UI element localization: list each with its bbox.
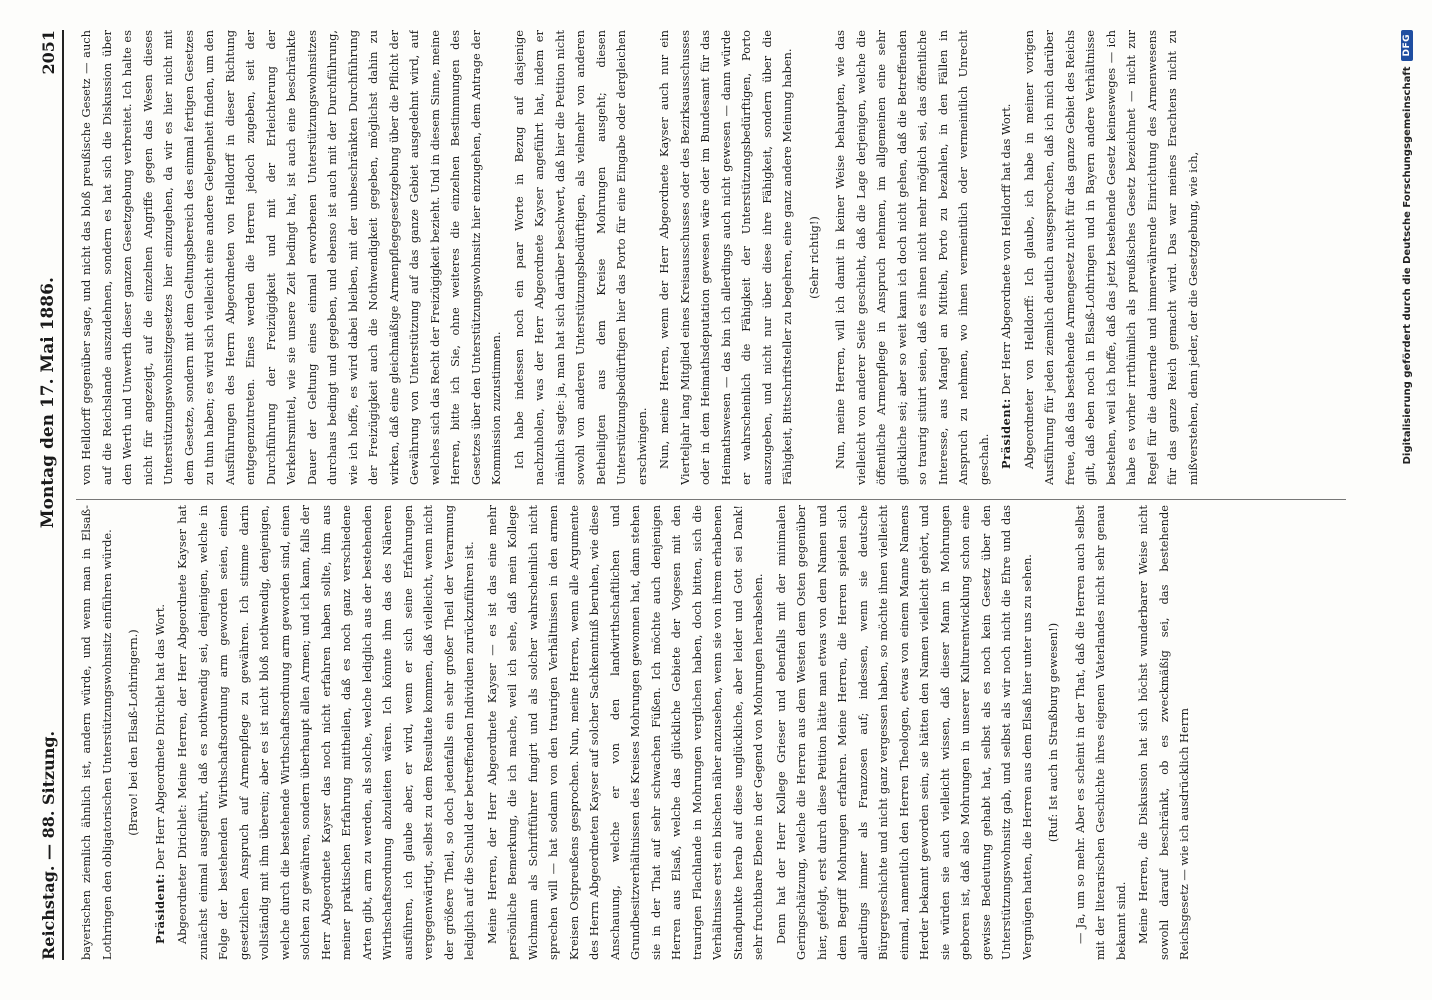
speaker-name: Präsident: bbox=[152, 873, 167, 944]
interjection: (Sehr richtig!) bbox=[806, 216, 821, 299]
header-session: Reichstag. — 88. Sitzung. bbox=[39, 730, 58, 960]
body-paragraph: bayerischen ziemlich ähnlich ist, andern würde, und wenn man in Elsaß-Lothringen den obligatorischen Unterstützungswohnsitz einführen würde. bbox=[79, 505, 114, 960]
body-paragraph: Denn hat der Herr Kollege Grieser und ebenfalls mit der minimalen Geringschätzung, welche die Herren aus dem Westen dem Osten gegenüber hier, gefolgt, erst durch diese Petition hätte man etwas von dem Namen und dem Begriff Mohrungen erfahren. Meine Herren, die Herren spielen sich allerdings immer als Franzosen auf; indessen, wenn sie deutsche Bürgergeschichte und nicht ganz vergessen haben, so möchte ihnen vielleicht einmal, namentlich den Herren Theologen, etwas von einem Manne Namens Herder bekannt geworden sein, sie hätten den Namen vielleicht gehört, und sie würden sie auch vielleicht wissen, daß dieser Mann in Mohrungen geboren ist, daß also Mohrungen in unserer Kulturentwicklung schon eine gewisse Bedeutung gehabt hat, selbst als es noch kein Gesetz über den Unterstützungswohnsitz gab, und selbst als wir noch nicht die Ehre und das Vergnügen hatten, die Herren aus dem Elsaß hier unter uns zu sehen. bbox=[773, 505, 1034, 960]
speaker-paragraph bbox=[150, 505, 171, 960]
credit-text: Digitalisierung gefördert durch die Deutsche Forschungsgemeinschaft bbox=[1401, 66, 1413, 465]
dfg-logo: DFG bbox=[1401, 30, 1413, 61]
left-column bbox=[76, 505, 1346, 960]
body-paragraph: Meine Herren, die Diskussion hat sich höchst wunderbarer Weise nicht sowohl darauf beschränkt, ob es zweckmäßig sei, das bestehende Reichsgesetz — wie ich ausdrücklich Herrn bbox=[1136, 505, 1191, 960]
column-divider bbox=[76, 499, 1346, 500]
header-date: Montag den 17. Mai 1886. bbox=[38, 277, 58, 529]
speaker-paragraph bbox=[996, 30, 1017, 485]
body-paragraph: Abgeordneter von Helldorff: Ich glaube, ich habe in meiner vorigen Ausführung für jeden ziemlich deutlich ausgesprochen, daß ich mich darüber freue, daß das bestehende Armengesetz nicht für das ganze Gebiet des Reichs gilt, daß eben noch in Elsaß-Lothringen und in Bayern andere Verhältnisse bestehen, weil ich hoffe, daß das jetzt bestehende Gesetz keinesweges — ich habe es vorher irrthümlich als preußisches Gesetz bezeichnet — nicht zur Regel für die dauernde und immerwährende Einrichtung des Armenwesens für das ganze Reich gemacht wird. Das war meines Erachtens nicht zu mißverstehen, denn jeder, der die Gesetzgebung, wie ich, bbox=[1021, 30, 1200, 485]
body-paragraph: Nun, meine Herren, wenn der Herr Abgeordnete Kayser auch nur ein Vierteljahr lang Mitglied eines Kreisausschusses oder des Bezirksausschusses oder in dem Heimathsdeputation gewesen wäre oder im Bundesamt für das Heimathswesen — das bin ich allerdings auch nicht gewesen — dann würde er wahrscheinlich die Fähigkeit der Unterstützungsbedürftigen, Porto auszugeben, und nicht nur über diese ihre Fähigkeit, sondern über die Fähigkeit, Bittschriftsteller zu begehren, eine ganz andere Meinung haben. bbox=[657, 30, 794, 485]
page-number: 2051 bbox=[39, 30, 58, 75]
body-paragraph: Abgeordneter Dirichlet: Meine Herren, der Herr Abgeordnete Kayser hat zunächst einmal ausgeführt, daß es nothwendig sei, denjenigen, welche in Folge der bestehenden Wirthschaftsordnung arm geworden seien, einen gesetzlichen Anspruch auf Armenpflege zu gewähren. Ich stimme darin vollständig mit ihm überein; aber es ist nicht bloß nothwendig, denjenigen, welche durch die bestehende Wirthschaftsordnung arm geworden sind, einen solchen zu gewähren, sondern überhaupt allen Armen; und ich kann, falls der Herr Abgeordnete Kayser das noch nicht erfahren haben sollte, ihm aus meiner praktischen Erfahrung mittheilen, daß es noch ganz verschiedene Arten gibt, arm zu werden, als solche, welche lediglich aus der bestehenden Wirthschaftsordnung abzuleiten wären. Ich könnte ihm das des Näheren ausführen, ich glaube aber, er wird, wenn er sich seine Erfahrungen vergegenwärtigt, selbst zu dem Resultate kommen, daß vielleicht, wenn nicht der größere Theil, so doch jedenfalls ein sehr großer Theil der Verarmung lediglich auf die Schuld der betreffenden Individuen zurückzuführen ist. bbox=[175, 505, 476, 960]
speech-text: Der Herr Abgeordnete von Helldorff hat das Wort. bbox=[999, 103, 1013, 399]
body-paragraph: von Helldorff gegenüber sage, und nicht das bloß preußische Gesetz — auch auf die Reichslande auszudehnen, sondern es hat sich die Diskussion über den Werth und Unwerth dieser ganzen Gesetzgebung verbreitet. Ich halte es nicht für angezeigt, auf die einzelnen Angriffe gegen das Wesen dieses Unterstützungswohnsitzgesetzes hier einzugehen, da wir es hier nicht mit dem Gesetze, sondern mit dem Geltungsbereich des einmal fertigen Gesetzes zu thun haben; es wird sich vielleicht eine andere Gelegenheit finden, um den Ausführungen des Herrn Abgeordneten von Helldorff in dieser Richtung entgegenzutreten. Eines werden die Herren jedoch zugeben, seit der Durchführung der Freizügigkeit und mit der Erleichterung der Verkehrsmittel, wie sie unsere Zeit bedingt hat, ist auch eine beschränkte Dauer der Geltung eines einmal erworbenen Unterstützungswohnsitzes durchaus bedingt und gegeben, und ebenso ist auch mit der Durchführung, wie ich hoffe, es wird dabei bleiben, mit der unbeschränkten Durchführung der Freizügigkeit auch die Nothwendigkeit gegeben, möglichst dahin zu wirken, daß eine gleichmäßige Armenpflegegesetzgebung über die Pflicht der Gewährung von Unterstützung auf das ganze Gebiet ausgedehnt wird, auf welches sich das Recht der Freizügigkeit bezieht. Und in diesem Sinne, meine Herren, bitte ich Sie, ohne weiteres die einzelnen Bestimmungen des Gesetzes über den Unterstützungswohnsitz hier einzugehen, dem Antrage der Kommission zuzustimmen. bbox=[79, 30, 503, 485]
body-paragraph: Meine Herren, der Herr Abgeordnete Kayser — es ist das eine mehr persönliche Bemerkung, die ich mache, weil ich sehe, daß mein Kollege Wichmann als Schriftführer fungirt und als solcher wahrscheinlich nicht sprechen will — hat sodann von den traurigen Verhältnissen in den armen Kreisen Ostpreußens gesprochen. Nun, meine Herren, wenn alle Argumente des Herrn Abgeordneten Kayser auf solcher Sachkenntniß beruhen, wie diese Anschauung, welche er von den landwirthschaftlichen und Grundbesitzverhältnissen des Kreises Mohrungen gewonnen hat, dann stehen sie in der That auf sehr schwachen Füßen. Ich möchte auch denjenigen Herren aus Elsaß, welche das glückliche Gebiete der Vogesen mit den traurigen Flachlande in Mohrungen verglichen haben, doch bitten, sich die Verhältnisse erst ein bischen näher anzusehen, wenn sie von ihrem erhabenen Standpunkte herab auf diese unglückliche, aber leider und Gott sei Dank! sehr fruchtbare Ebene in der Gegend von Mohrungen herabsehen. bbox=[484, 505, 765, 960]
interjection: (Bravo! bei den Elsaß-Lothringern.) bbox=[126, 629, 140, 836]
interjection: (Ruf: Ist auch in Straßburg gewesen!) bbox=[1046, 622, 1060, 843]
digitization-credit bbox=[1395, 30, 1419, 960]
page-header bbox=[28, 30, 64, 960]
speech-text: Der Herr Abgeordnete Dirichlet hat das Wort. bbox=[152, 603, 167, 874]
body-paragraph: Ich habe indessen noch ein paar Worte in Bezug auf dasjenige nachzuholen, was der Herr Abgeordnete Kayser angeführt hat, indem er nämlich sagte: ja, man hat sich darüber beschwert, daß hier die Petition nicht sowohl von anderen Unterstützungsbedürftigen, als vielmehr von anderen Betheiligten aus dem Kreise Mohrungen ausgeht; diesen Unterstützungsbedürftigen hier das Porto für eine Eingabe oder dergleichen erschwingen. bbox=[511, 30, 649, 485]
speaker-name: Präsident: bbox=[999, 398, 1013, 469]
body-paragraph: — Ja, um so mehr. Aber es scheint in der That, daß die Herren auch selbst mit der literarischen Geschichte ihres eigenen Vaterlandes nicht sehr genau bekannt sind. bbox=[1072, 505, 1128, 960]
right-column bbox=[76, 30, 1346, 485]
body-paragraph: Nun, meine Herren, will ich damit in keiner Weise behaupten, wie das vielleicht von anderer Seite geschieht, daß die Lage derjenigen, welche die öffentliche Armenpflege in Anspruch nehmen, im allgemeinen eine sehr glückliche sei; aber so weit kann ich doch nicht gehen, daß die Betreffenden so traurig situirt seien, daß es ihnen nicht mehr möglich sei, das öffentliche Interesse, aus Mangel an Mitteln, Porto zu bezahlen, in den Fällen in Anspruch zu nehmen, wo ihnen vermeintlich oder vermeintlich Unrecht geschah. bbox=[833, 30, 991, 485]
